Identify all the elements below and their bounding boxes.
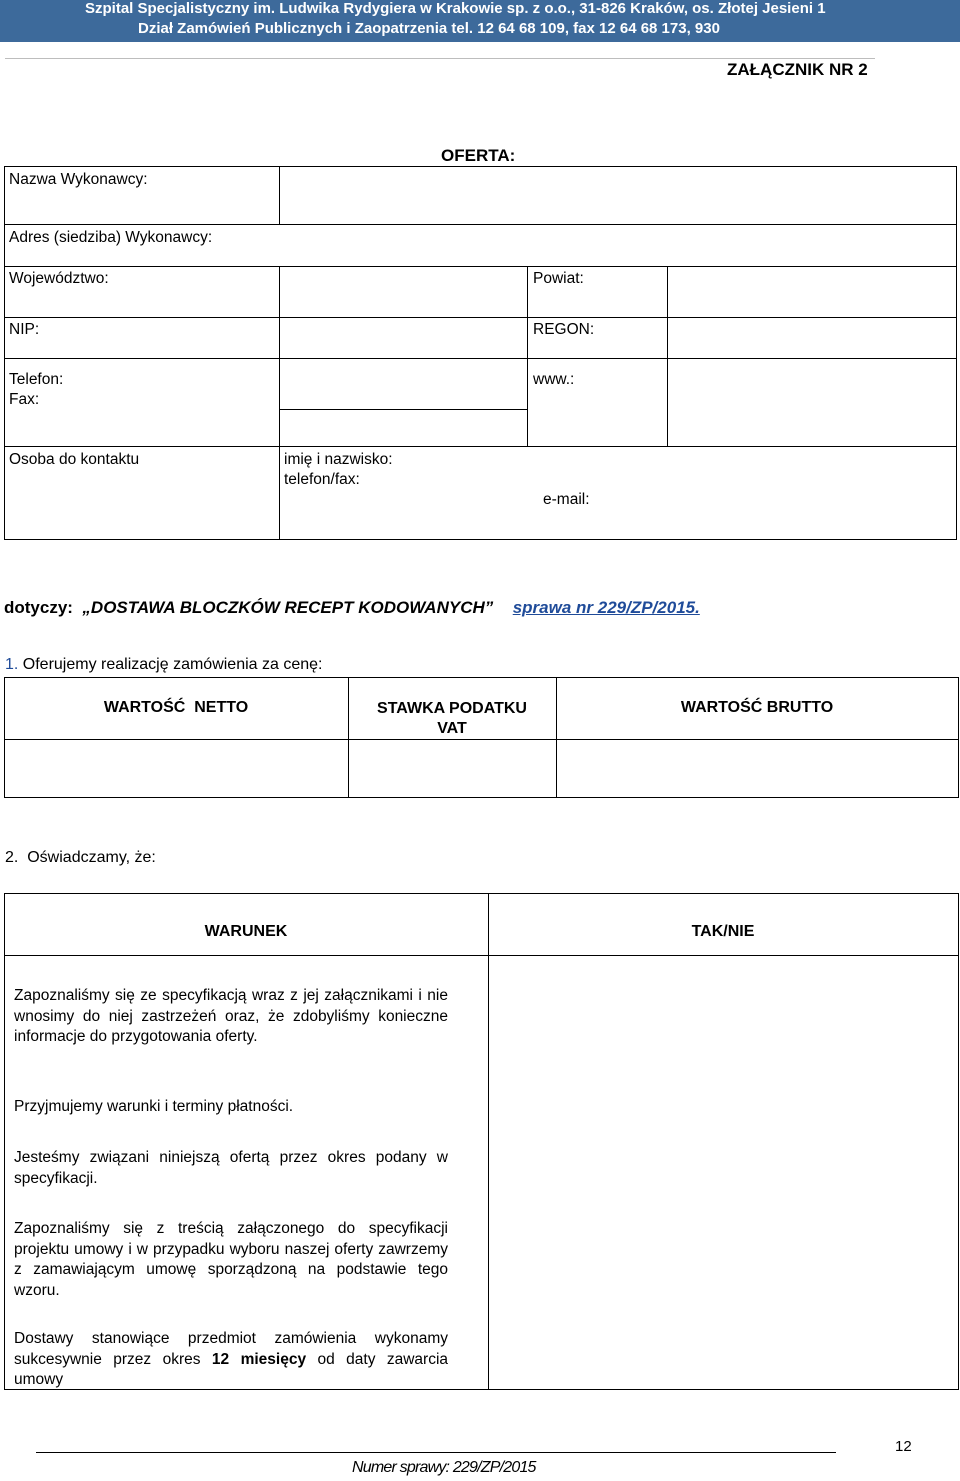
page-number: 12 bbox=[895, 1438, 912, 1455]
contractor-address-label: Adres (siedziba) Wykonawcy: bbox=[9, 229, 213, 246]
voivodeship-field[interactable] bbox=[281, 268, 526, 316]
subject-case: sprawa nr 229/ZP/2015. bbox=[512, 598, 700, 617]
header-line-2: Dział Zamówień Publicznych i Zaopatrzenia tel. 12 64 68 109, fax 12 64 68 173, 930 bbox=[138, 20, 720, 37]
contractor-name-label: Nazwa Wykonawcy: bbox=[9, 171, 148, 188]
phone-label: Telefon: bbox=[9, 371, 64, 388]
header-divider bbox=[5, 58, 875, 59]
condition-row-period: 12 miesięcy bbox=[211, 1350, 307, 1368]
gross-value-field[interactable] bbox=[558, 741, 957, 796]
yes-no-field[interactable] bbox=[490, 957, 957, 1388]
county-field[interactable] bbox=[669, 268, 955, 316]
www-field[interactable] bbox=[669, 360, 955, 445]
contact-person-label: Osoba do kontaktu bbox=[9, 451, 140, 468]
subject-title: „DOSTAWA BLOCZKÓW RECEPT KODOWANYCH” bbox=[82, 598, 494, 617]
section-1-number: 1. bbox=[5, 656, 19, 673]
contact-name-label: imię i nazwisko: bbox=[284, 451, 393, 468]
www-label: www.: bbox=[533, 371, 575, 388]
nip-label: NIP: bbox=[9, 321, 40, 338]
nip-field[interactable] bbox=[281, 319, 526, 357]
fax-field[interactable] bbox=[281, 411, 526, 445]
subject-prefix: dotyczy: bbox=[4, 598, 78, 617]
footer-case-number: Numer sprawy: 229/ZP/2015 bbox=[352, 1459, 536, 1476]
footer-divider bbox=[36, 1452, 836, 1453]
section-1-heading bbox=[5, 656, 322, 674]
email-label: e-mail: bbox=[543, 491, 590, 508]
contractor-address-field[interactable] bbox=[281, 226, 955, 265]
condition-row: Zapoznaliśmy się z treścią załączonego do specyfikacji projektu umowy i w przypadku wyboru naszej oferty zawrzemy z zamawiającym umowę sporządzoną na podstawie tego wzoru. bbox=[14, 1220, 448, 1299]
contact-field[interactable] bbox=[420, 448, 955, 486]
offer-title: OFERTA: bbox=[441, 146, 516, 165]
subject-line bbox=[4, 598, 700, 618]
condition-row bbox=[14, 1329, 448, 1391]
section-2-heading: 2. Oświadczamy, że: bbox=[5, 849, 156, 866]
col-gross-value: WARTOŚĆ BRUTTO bbox=[680, 699, 834, 716]
contractor-name-field[interactable] bbox=[281, 168, 955, 223]
condition-row-text: Dostawy stanowiące przedmiot zamówienia wykonamy sukcesywnie przez okres bbox=[14, 1330, 448, 1368]
col-condition: WARUNEK bbox=[204, 923, 288, 940]
condition-row: Jesteśmy związani niniejszą ofertą przez okres podany w specyfikacji. bbox=[14, 1149, 448, 1187]
condition-row-text-end: od daty zawarcia umowy bbox=[14, 1350, 449, 1388]
regon-label: REGON: bbox=[533, 321, 595, 338]
header-line-1: Szpital Specjalistyczny im. Ludwika Rydygiera w Krakowie sp. z o.o., 31-826 Kraków, os. Złotej Jesieni 1 bbox=[85, 0, 826, 17]
condition-row: Zapoznaliśmy się ze specyfikacją wraz z jej załącznikami i nie wnosimy do niej zastrzeżeń oraz, że zdobyliśmy konieczne informacje do przygotowania oferty. bbox=[14, 987, 448, 1045]
regon-field[interactable] bbox=[669, 319, 955, 357]
phone-field[interactable] bbox=[281, 360, 526, 408]
county-label: Powiat: bbox=[533, 270, 584, 287]
section-1-text: Oferujemy realizację zamówienia za cenę: bbox=[18, 656, 323, 673]
col-vat-rate: STAWKA PODATKU VAT bbox=[377, 700, 527, 737]
fax-label: Fax: bbox=[9, 391, 40, 408]
vat-rate-field[interactable] bbox=[350, 741, 555, 796]
condition-row: Przyjmujemy warunki i terminy płatności. bbox=[14, 1098, 294, 1115]
contact-phone-label: telefon/fax: bbox=[284, 471, 360, 488]
net-value-field[interactable] bbox=[6, 741, 347, 796]
attachment-title: ZAŁĄCZNIK NR 2 bbox=[727, 60, 868, 79]
col-net-value: WARTOŚĆ NETTO bbox=[103, 699, 249, 716]
col-yes-no: TAK/NIE bbox=[691, 923, 755, 940]
voivodeship-label: Województwo: bbox=[9, 270, 109, 287]
